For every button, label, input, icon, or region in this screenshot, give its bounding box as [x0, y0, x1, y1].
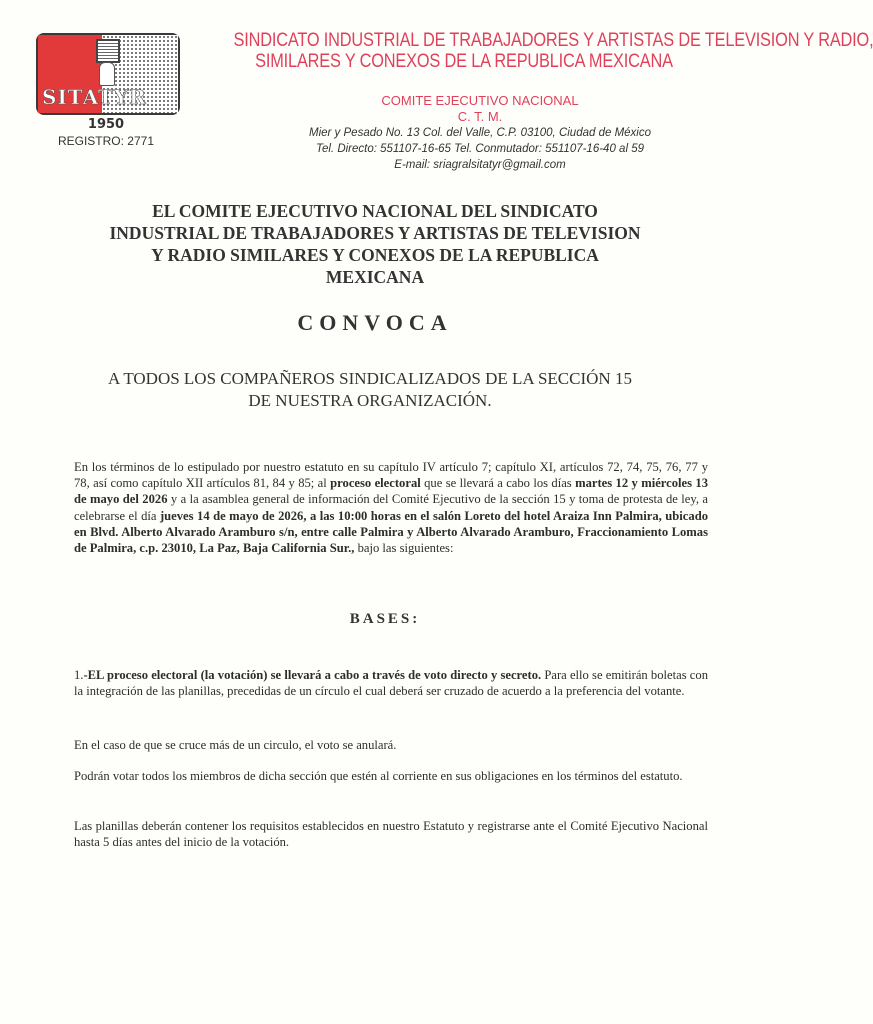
item-number: 1.: [74, 668, 84, 682]
committee-block: [300, 93, 660, 125]
heading-line: MEXICANA: [325, 267, 425, 287]
logo-emblem-icon: [96, 39, 120, 63]
intro-text: y a la asamblea general de información del Comité Ejecutivo de la sección 15 y toma de protesta de ley, a celebrarse el día: [74, 492, 708, 523]
heading-line: INDUSTRIAL DE TRABAJADORES Y ARTISTAS DE TELEVISION: [109, 223, 641, 243]
contact-block: [270, 125, 690, 173]
heading-line: EL COMITE EJECUTIVO NACIONAL DEL SINDICATO: [152, 201, 598, 221]
bases-paragraph-voters: Podrán votar todos los miembros de dicha sección que estén al corriente en sus obligaciones en los términos del estatuto.: [74, 769, 683, 783]
intro-text: que se llevará a cabo los días: [420, 476, 576, 491]
heading-line: Y RADIO SIMILARES Y CONEXOS DE LA REPUBLICA: [151, 245, 599, 265]
addressee: [50, 368, 690, 412]
address: Mier y Pesado No. 13 Col. del Valle, C.P. 03100, Ciudad de México: [309, 127, 651, 139]
ctm-label: C. T. M.: [457, 109, 503, 124]
addressee-line: DE NUESTRA ORGANIZACIÓN.: [248, 391, 492, 410]
item-bold: -EL proceso electoral (la votación) se llevará a cabo a través de voto directo y secreto.: [83, 668, 542, 682]
document-heading: [60, 200, 690, 288]
intro-bold: martes 12 y miércoles 13 de mayo del 2026: [74, 476, 709, 507]
bases-paragraph-annul: En el caso de que se cruce más de un circulo, el voto se anulará.: [74, 738, 397, 752]
logo-text: SITATYR: [42, 85, 147, 109]
convoca-title: CONVOCA: [297, 310, 453, 335]
registration-number: REGISTRO: 2771: [57, 134, 155, 148]
logo-figure-icon: [99, 62, 115, 86]
intro-bold: jueves 14 de mayo de 2026, a las 10:00 horas en el salón Loreto del hotel Araiza Inn Palmira, ubicado en Blvd. Alberto Alvarado Aramburo s/n, entre calle Palmira y Alberto Alvarado Aramburo, Fraccionamiento Lomas de Palmira, c.p. 23010, La Paz, Baja California Sur.,: [74, 508, 708, 556]
intro-bold: proceso electoral: [330, 476, 421, 491]
addressee-line: A TODOS LOS COMPAÑEROS SINDICALIZADOS DE LA SECCIÓN 15: [108, 369, 632, 388]
bases-paragraph-registration: Las planillas deberán contener los requisitos establecidos en nuestro Estatuto y registrarse ante el Comité Ejecutivo Nacional hasta 5 días antes del inicio de la votación.: [74, 819, 708, 850]
email: E-mail: sriagralsitatyr@gmail.com: [394, 159, 566, 171]
intro-paragraph: [74, 459, 708, 556]
intro-text: bajo las siguientes:: [354, 541, 454, 556]
sitatyr-logo: [36, 33, 180, 115]
committee-name: COMITE EJECUTIVO NACIONAL: [381, 93, 579, 108]
intro-text: En los términos de lo estipulado por nuestro estatuto en su capítulo IV artículo 7; capítulo XI, artículos 72, 74, 75, 76, 77 y 78, así como capítulo XII artículos 81, 84 y 85; al: [74, 460, 708, 491]
item-text: Para ello se emitirán boletas con la integración de las planillas, precedidas de un círculo el cual deberá ser cruzado de acuerdo a la preferencia del votante.: [74, 668, 708, 699]
bases-title: BASES:: [349, 611, 421, 627]
organization-name: [233, 30, 873, 72]
bases-item-1: [74, 667, 708, 699]
founding-year: 1950: [87, 117, 125, 132]
phones: Tel. Directo: 551107-16-65 Tel. Conmutador: 551107-16-40 al 59: [316, 143, 644, 155]
organization-name-line: SIMILARES Y CONEXOS DE LA REPUBLICA MEXICANA: [255, 51, 673, 72]
organization-name-line: SINDICATO INDUSTRIAL DE TRABAJADORES Y ARTISTAS DE TELEVISION Y RADIO,: [233, 30, 873, 51]
